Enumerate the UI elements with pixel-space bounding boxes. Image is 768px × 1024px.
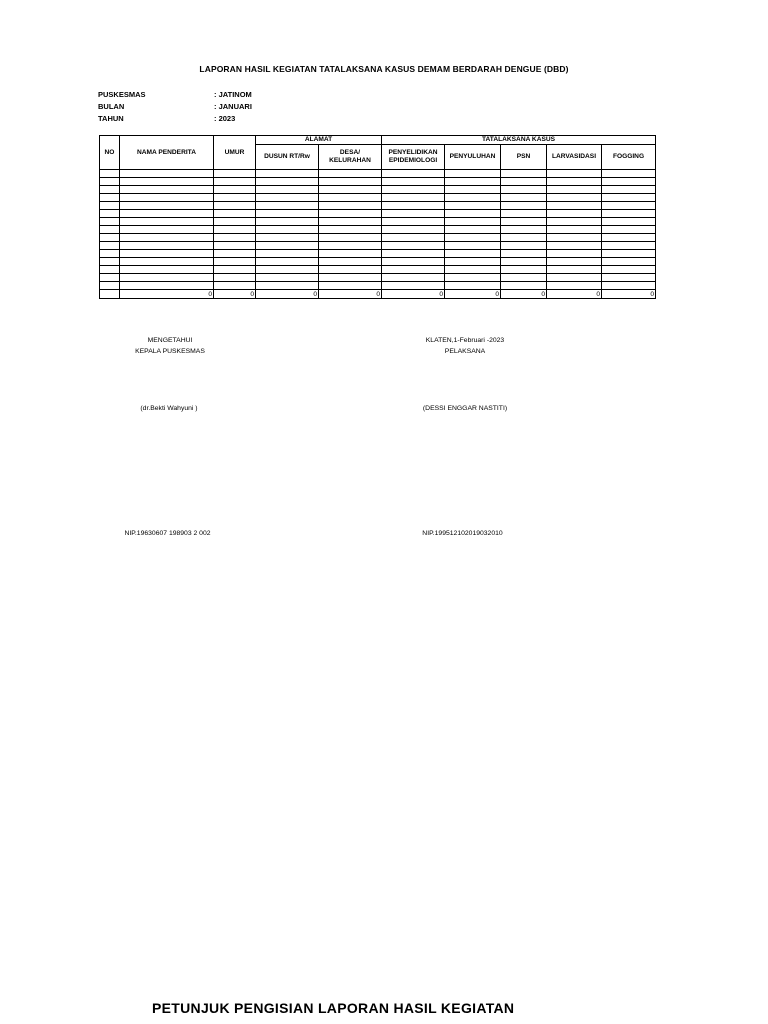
- table-cell: [445, 258, 501, 266]
- table-cell: [445, 226, 501, 234]
- header-alamat: ALAMAT: [256, 136, 382, 145]
- total-cell-empty: [100, 290, 120, 299]
- table-row: [100, 194, 656, 202]
- table-cell: [602, 178, 656, 186]
- table-cell: [547, 274, 602, 282]
- table-cell: [120, 194, 214, 202]
- table-cell: [319, 258, 382, 266]
- report-table: [99, 135, 656, 299]
- table-cell: [382, 202, 445, 210]
- table-cell: [602, 258, 656, 266]
- table-cell: [100, 258, 120, 266]
- info-row-tahun: [98, 112, 252, 124]
- table-cell: [501, 250, 547, 258]
- table-cell: [501, 242, 547, 250]
- table-cell: [256, 242, 319, 250]
- table-cell: [256, 178, 319, 186]
- table-cell: [547, 234, 602, 242]
- table-cell: [501, 266, 547, 274]
- table-cell: [501, 218, 547, 226]
- table-cell: [445, 242, 501, 250]
- table-cell: [120, 202, 214, 210]
- table-row: [100, 202, 656, 210]
- table-row: [100, 242, 656, 250]
- total-cell: 0: [214, 290, 256, 299]
- table-cell: [382, 234, 445, 242]
- table-cell: [214, 266, 256, 274]
- total-cell: 0: [445, 290, 501, 299]
- total-cell: 0: [501, 290, 547, 299]
- table-cell: [319, 242, 382, 250]
- header-penyelidikan: PENYELIDIKAN EPIDEMIOLOGI: [382, 145, 445, 170]
- table-cell: [547, 186, 602, 194]
- table-cell: [382, 250, 445, 258]
- signature-left-nip: NIP.19630607 198903 2 002: [124, 530, 211, 537]
- table-cell: [214, 226, 256, 234]
- table-cell: [445, 250, 501, 258]
- table-cell: [120, 282, 214, 290]
- table-cell: [382, 194, 445, 202]
- table-cell: [100, 250, 120, 258]
- table-cell: [602, 242, 656, 250]
- table-cell: [214, 178, 256, 186]
- table-cell: [445, 202, 501, 210]
- table-cell: [547, 210, 602, 218]
- table-row: [100, 234, 656, 242]
- table-cell: [602, 194, 656, 202]
- table-cell: [319, 202, 382, 210]
- table-cell: [445, 194, 501, 202]
- table-cell: [256, 186, 319, 194]
- table-cell: [120, 170, 214, 178]
- table-cell: [256, 226, 319, 234]
- table-cell: [547, 282, 602, 290]
- info-value: : JATINOM: [214, 89, 252, 99]
- table-cell: [319, 178, 382, 186]
- table-cell: [214, 250, 256, 258]
- header-fogging: FOGGING: [602, 145, 656, 170]
- table-cell: [501, 194, 547, 202]
- table-cell: [445, 170, 501, 178]
- table-row: [100, 274, 656, 282]
- table-cell: [100, 210, 120, 218]
- table-cell: [602, 218, 656, 226]
- table-row: [100, 170, 656, 178]
- table-cell: [445, 178, 501, 186]
- table-cell: [382, 274, 445, 282]
- signature-right-nip: NIP.199512102019032010: [422, 530, 503, 537]
- table-cell: [602, 226, 656, 234]
- table-cell: [382, 282, 445, 290]
- table-cell: [501, 170, 547, 178]
- table-cell: [120, 186, 214, 194]
- table-row: [100, 282, 656, 290]
- signature-left: [120, 337, 220, 355]
- table-cell: [100, 194, 120, 202]
- table-cell: [602, 170, 656, 178]
- signature-right-line2: PELAKSANA: [444, 348, 486, 355]
- header-larvasidasi: LARVASIDASI: [547, 145, 602, 170]
- table-cell: [501, 258, 547, 266]
- table-row: [100, 250, 656, 258]
- signature-left-line2: KEPALA PUSKESMAS: [135, 348, 205, 355]
- table-cell: [445, 234, 501, 242]
- table-cell: [100, 274, 120, 282]
- table-body: [100, 170, 656, 290]
- table-cell: [120, 226, 214, 234]
- table-cell: [214, 242, 256, 250]
- table-cell: [214, 202, 256, 210]
- header-tatalaksana: TATALAKSANA KASUS: [382, 136, 656, 145]
- table-cell: [501, 274, 547, 282]
- table-cell: [319, 266, 382, 274]
- table-cell: [445, 266, 501, 274]
- table-cell: [214, 194, 256, 202]
- table-cell: [120, 266, 214, 274]
- table-cell: [445, 186, 501, 194]
- signature-right-name: (DESSI ENGGAR NASTITI): [422, 405, 508, 412]
- table-cell: [100, 226, 120, 234]
- table-cell: [382, 226, 445, 234]
- table-cell: [382, 170, 445, 178]
- table-cell: [120, 250, 214, 258]
- table-cell: [100, 202, 120, 210]
- table-cell: [100, 170, 120, 178]
- table-cell: [214, 218, 256, 226]
- header-psn: PSN: [501, 145, 547, 170]
- table-cell: [547, 194, 602, 202]
- table-cell: [120, 210, 214, 218]
- table-cell: [602, 186, 656, 194]
- info-value: : JANUARI: [214, 101, 252, 111]
- table-cell: [214, 170, 256, 178]
- document-title: LAPORAN HASIL KEGIATAN TATALAKSANA KASUS DEMAM BERDARAH DENGUE (DBD): [199, 64, 569, 74]
- table-cell: [319, 218, 382, 226]
- table-cell: [319, 186, 382, 194]
- table-cell: [501, 178, 547, 186]
- table-row: [100, 210, 656, 218]
- table-cell: [214, 282, 256, 290]
- header-dusun: DUSUN RT/Rw: [256, 145, 319, 170]
- table-cell: [100, 178, 120, 186]
- table-cell: [547, 242, 602, 250]
- table-cell: [256, 170, 319, 178]
- table-cell: [547, 218, 602, 226]
- table-cell: [501, 282, 547, 290]
- info-value: : 2023: [214, 113, 236, 123]
- table-cell: [501, 186, 547, 194]
- table-cell: [501, 234, 547, 242]
- signature-left-name: (dr.Bekti Wahyuni ): [140, 405, 198, 412]
- table-cell: [100, 282, 120, 290]
- table-row: [100, 258, 656, 266]
- header-penyuluhan: PENYULUHAN: [445, 145, 501, 170]
- table-row: [100, 226, 656, 234]
- table-cell: [214, 274, 256, 282]
- table-cell: [382, 266, 445, 274]
- table-cell: [547, 178, 602, 186]
- info-row-puskesmas: [98, 88, 252, 100]
- table-cell: [256, 210, 319, 218]
- table-cell: [256, 258, 319, 266]
- table-cell: [445, 274, 501, 282]
- table-cell: [319, 170, 382, 178]
- table-cell: [120, 258, 214, 266]
- table-cell: [602, 234, 656, 242]
- table-row: [100, 178, 656, 186]
- table-cell: [100, 266, 120, 274]
- signature-right-line1: KLATEN,1-Februari -2023: [425, 337, 505, 344]
- table-cell: [120, 234, 214, 242]
- signature-left-line1: MENGETAHUI: [147, 337, 193, 344]
- signature-right: [405, 337, 525, 355]
- total-cell: 0: [382, 290, 445, 299]
- table-cell: [445, 218, 501, 226]
- table-cell: [382, 242, 445, 250]
- table-cell: [256, 282, 319, 290]
- table-cell: [256, 274, 319, 282]
- table-cell: [120, 218, 214, 226]
- table-cell: [214, 234, 256, 242]
- table-cell: [256, 194, 319, 202]
- table-cell: [256, 218, 319, 226]
- info-label: TAHUN: [98, 113, 124, 123]
- table-cell: [100, 242, 120, 250]
- table-cell: [547, 266, 602, 274]
- table-cell: [602, 282, 656, 290]
- table-cell: [382, 218, 445, 226]
- table-cell: [120, 274, 214, 282]
- table-cell: [319, 234, 382, 242]
- table-cell: [547, 226, 602, 234]
- table-cell: [602, 274, 656, 282]
- table-cell: [547, 250, 602, 258]
- table-cell: [120, 178, 214, 186]
- total-cell: 0: [256, 290, 319, 299]
- table-cell: [445, 282, 501, 290]
- totals-row: [100, 290, 656, 299]
- table-cell: [319, 274, 382, 282]
- table-cell: [382, 178, 445, 186]
- total-cell: 0: [602, 290, 656, 299]
- table-cell: [445, 210, 501, 218]
- header-nama-penderita: NAMA PENDERITA: [120, 136, 214, 170]
- table-cell: [256, 250, 319, 258]
- table-cell: [501, 210, 547, 218]
- table-cell: [100, 186, 120, 194]
- table-cell: [382, 258, 445, 266]
- table-cell: [547, 170, 602, 178]
- table-cell: [214, 258, 256, 266]
- table-cell: [319, 282, 382, 290]
- total-cell: 0: [120, 290, 214, 299]
- total-cell: 0: [547, 290, 602, 299]
- table-row: [100, 266, 656, 274]
- total-cell: 0: [319, 290, 382, 299]
- table-cell: [602, 266, 656, 274]
- header-umur: UMUR: [214, 136, 256, 170]
- table-cell: [319, 210, 382, 218]
- header-no: NO: [100, 136, 120, 170]
- footer-title: PETUNJUK PENGISIAN LAPORAN HASIL KEGIATAN: [152, 1000, 515, 1016]
- table-cell: [100, 234, 120, 242]
- table-cell: [256, 266, 319, 274]
- table-row: [100, 186, 656, 194]
- table-cell: [547, 202, 602, 210]
- table-cell: [319, 194, 382, 202]
- table-cell: [319, 226, 382, 234]
- table-cell: [602, 210, 656, 218]
- info-block: [98, 88, 252, 124]
- table-cell: [382, 186, 445, 194]
- header-desa: DESA/ KELURAHAN: [319, 145, 382, 170]
- table-cell: [602, 250, 656, 258]
- table-cell: [120, 242, 214, 250]
- info-row-bulan: [98, 100, 252, 112]
- table-cell: [256, 202, 319, 210]
- table-cell: [602, 202, 656, 210]
- table-cell: [501, 226, 547, 234]
- table-cell: [100, 218, 120, 226]
- table-cell: [501, 202, 547, 210]
- table-cell: [214, 210, 256, 218]
- info-label: PUSKESMAS: [98, 89, 146, 99]
- table-cell: [256, 234, 319, 242]
- table-cell: [319, 250, 382, 258]
- table-cell: [547, 258, 602, 266]
- info-label: BULAN: [98, 101, 125, 111]
- table-row: [100, 218, 656, 226]
- table-cell: [382, 210, 445, 218]
- table-cell: [214, 186, 256, 194]
